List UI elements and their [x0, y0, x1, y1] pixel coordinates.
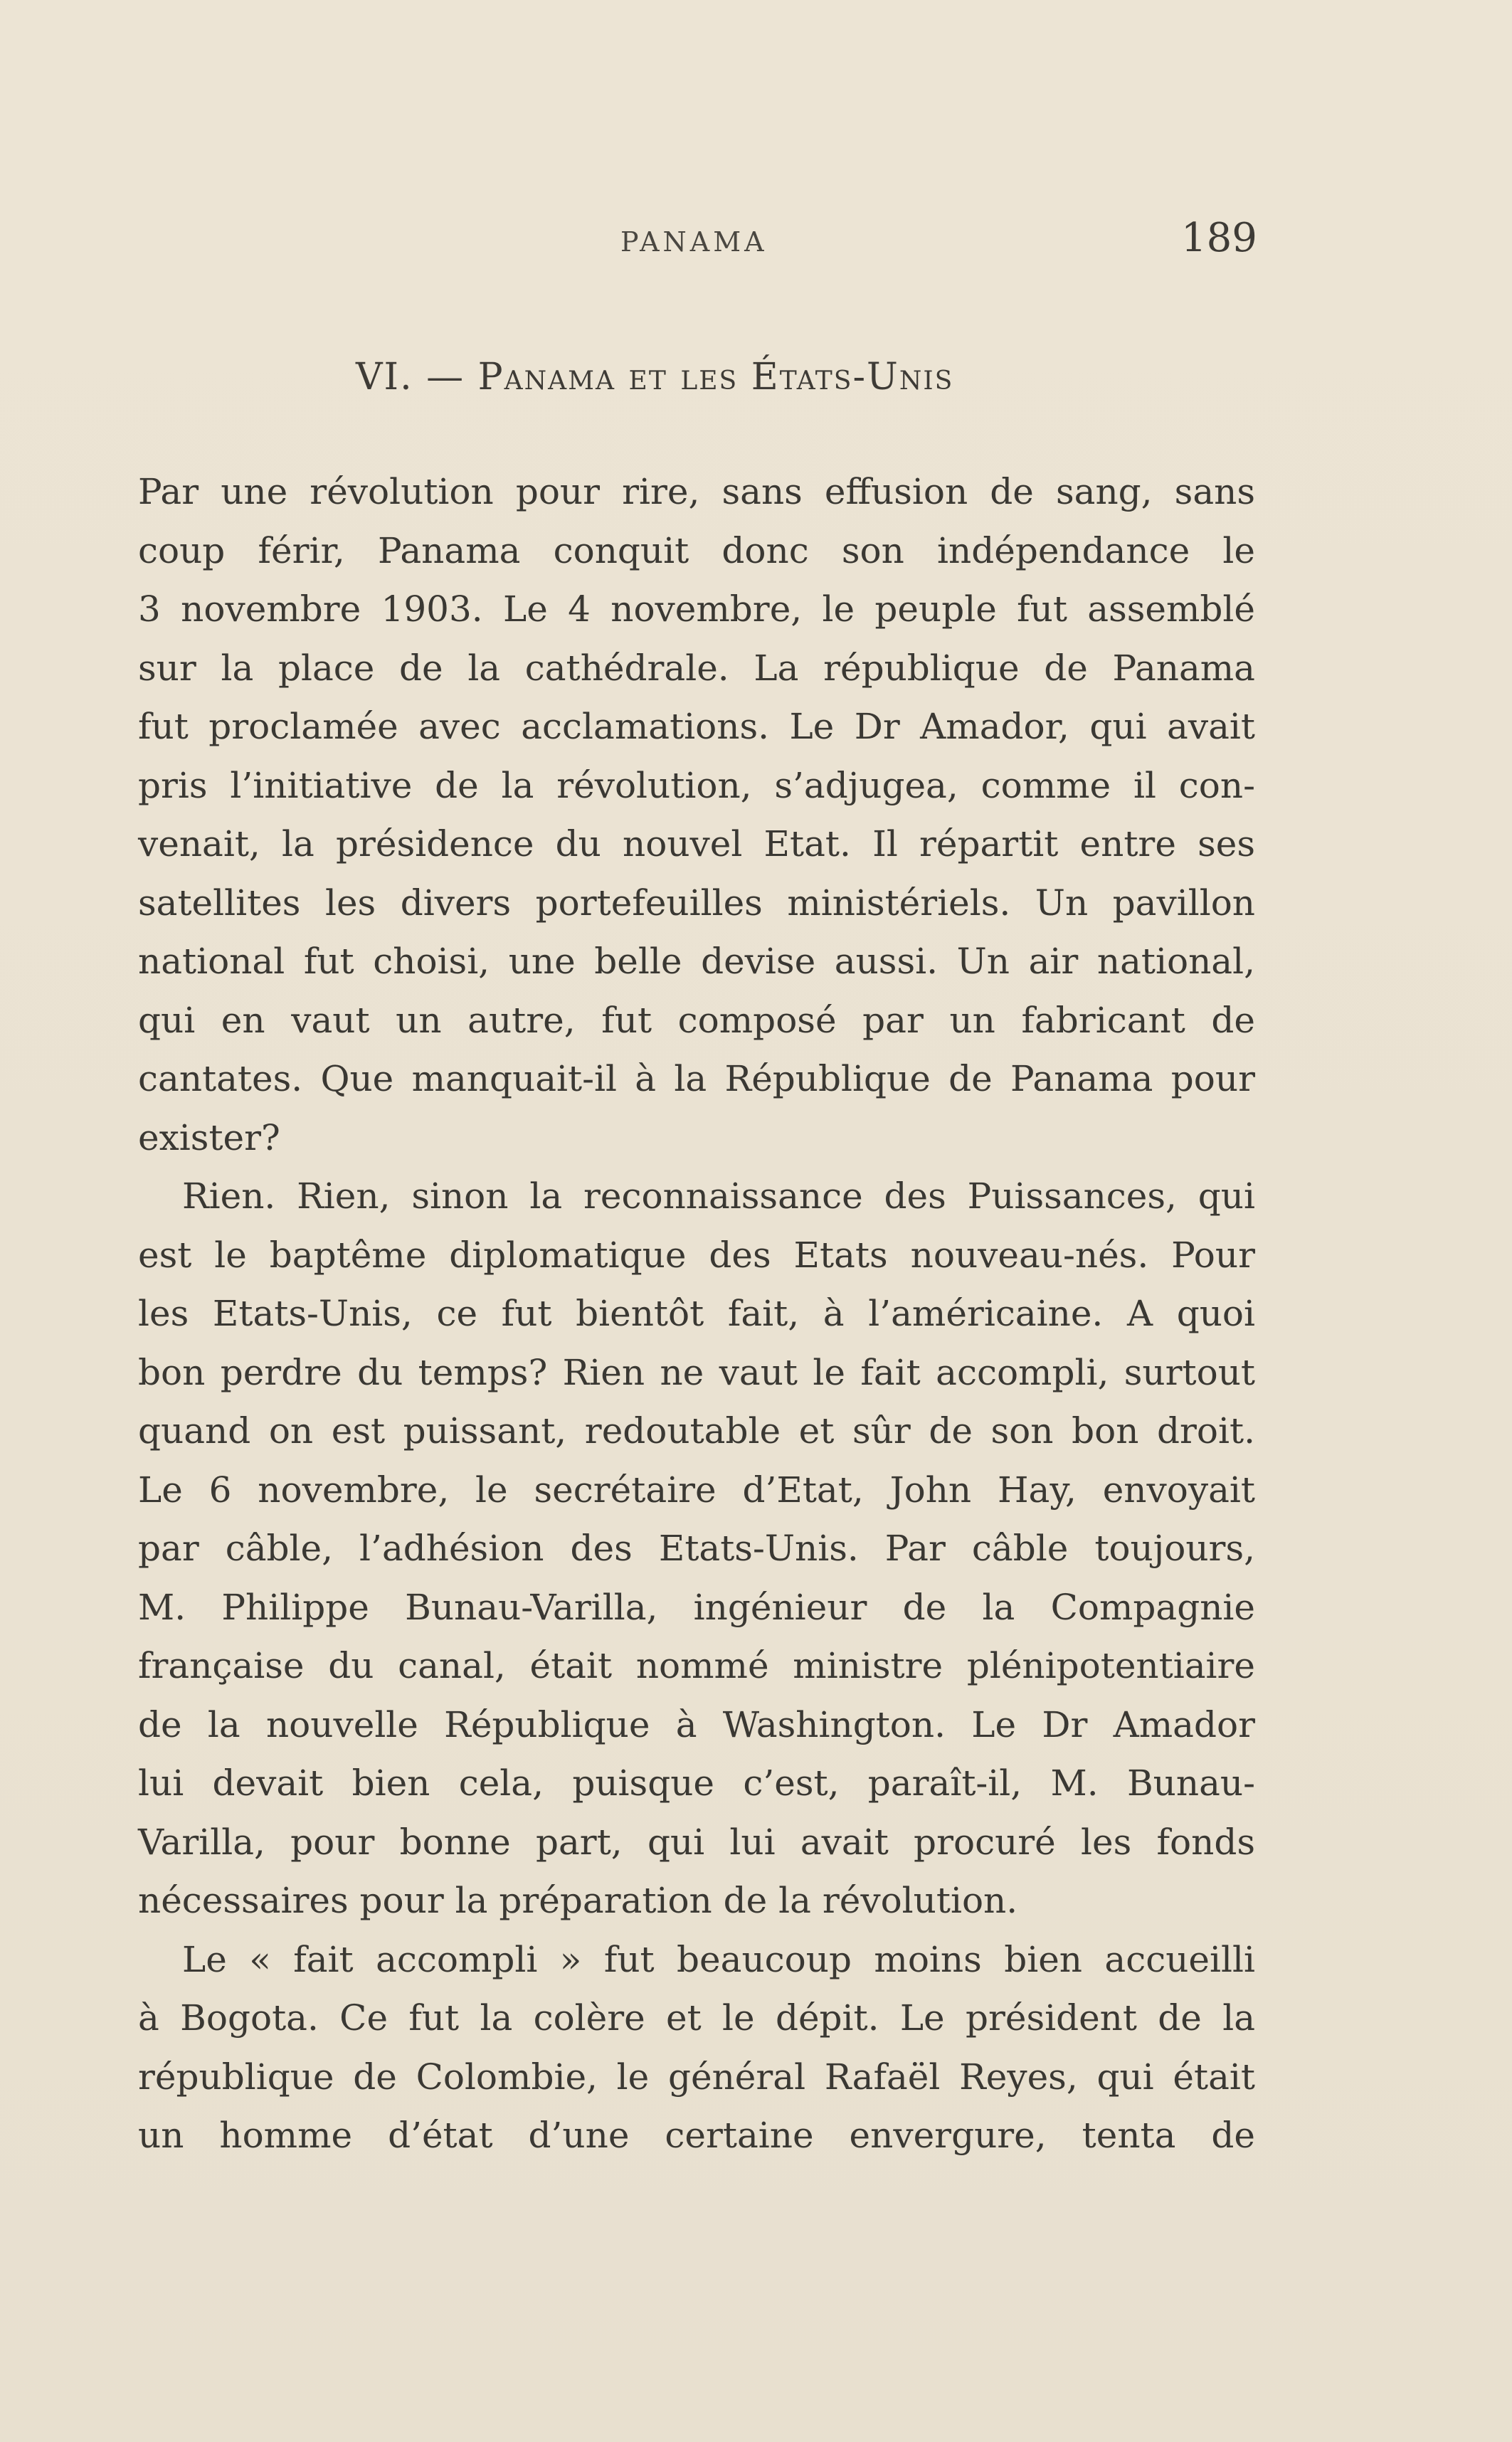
text-line: Par une révolution pour rire, sans effusion de sang, sans [138, 471, 1255, 512]
section-heading: VI. — Panama et les États-Unis [356, 356, 954, 398]
text-line: nécessaires pour la préparation de la révolution. [138, 1880, 1018, 1921]
text-line: française du canal, était nommé ministre plénipotentiaire [138, 1645, 1255, 1686]
text-line: Le « fait accompli » fut beaucoup moins bien accueilli [182, 1938, 1255, 1980]
text-line: Varilla, pour bonne part, qui lui avait procuré les fonds [138, 1821, 1255, 1863]
page-number: 189 [1181, 215, 1257, 261]
text-line: exister? [138, 1116, 280, 1158]
text-line: un homme d’état d’une certaine envergure, tenta de [138, 2115, 1255, 2156]
text-line: à Bogota. Ce fut la colère et le dépit. Le président de la [138, 1997, 1255, 2039]
running-head [0, 213, 1512, 278]
text-line: par câble, l’adhésion des Etats-Unis. Par câble toujours, [138, 1528, 1255, 1569]
text-line: lui devait bien cela, puisque c’est, paraît-il, M. Bunau- [138, 1762, 1255, 1804]
text-line: Rien. Rien, sinon la reconnaissance des Puissances, qui [182, 1175, 1255, 1217]
text-line: est le baptême diplomatique des Etats nouveau-nés. Pour [138, 1234, 1255, 1276]
text-line: M. Philippe Bunau-Varilla, ingénieur de la Compagnie [138, 1586, 1255, 1628]
text-line: république de Colombie, le général Rafaël Reyes, qui était [138, 2056, 1255, 2098]
text-line: venait, la présidence du nouvel Etat. Il répartit entre ses [138, 823, 1255, 865]
text-line: cantates. Que manquait-il à la République de Panama pour [138, 1058, 1255, 1099]
text-line: national fut choisi, une belle devise aussi. Un air national, [138, 941, 1255, 982]
text-line: de la nouvelle République à Washington. Le Dr Amador [138, 1703, 1255, 1745]
running-title: PANAMA [620, 226, 768, 258]
body-text [138, 462, 1255, 2165]
text-line: Le 6 novembre, le secrétaire d’Etat, John Hay, envoyait [138, 1469, 1255, 1511]
text-line: bon perdre du temps? Rien ne vaut le fait accompli, surtout [138, 1351, 1255, 1393]
text-line: satellites les divers portefeuilles ministériels. Un pavillon [138, 882, 1255, 924]
text-line: 3 novembre 1903. Le 4 novembre, le peuple fut assemblé [138, 588, 1255, 630]
text-line: les Etats-Unis, ce fut bientôt fait, à l’américaine. A quoi [138, 1293, 1255, 1334]
text-line: fut proclamée avec acclamations. Le Dr Amador, qui avait [138, 706, 1255, 747]
text-line: quand on est puissant, redoutable et sûr de son bon droit. [138, 1410, 1255, 1452]
text-line: qui en vaut un autre, fut composé par un fabricant de [138, 999, 1255, 1041]
text-line: sur la place de la cathédrale. La république de Panama [138, 647, 1255, 689]
text-line: pris l’initiative de la révolution, s’adjugea, comme il con- [138, 764, 1255, 806]
text-line: coup férir, Panama conquit donc son indépendance le [138, 529, 1255, 571]
